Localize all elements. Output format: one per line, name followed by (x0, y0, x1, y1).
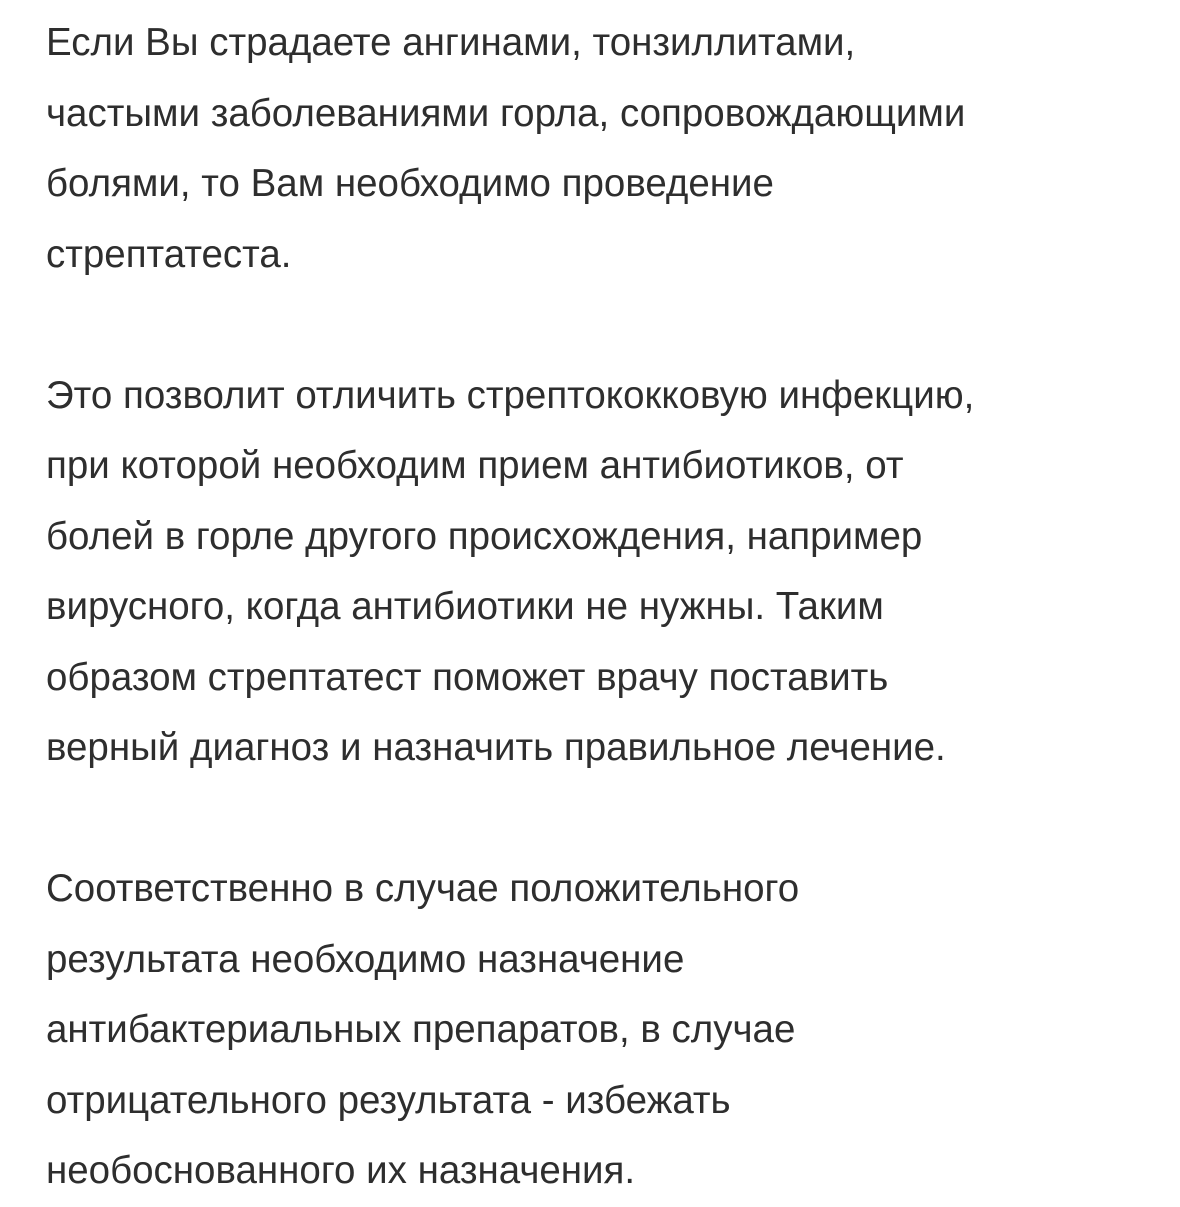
text-line: Это позволит отличить стрептококковую инфекцию, (46, 373, 975, 417)
text-line: болей в горле другого происхождения, например (46, 514, 923, 558)
paragraph-test-result-actions (46, 854, 1156, 1207)
text-line: при которой необходим прием антибиотиков, от (46, 444, 904, 487)
text-line: болями, то Вам необходимо проведение (46, 162, 774, 205)
text-line: верный диагноз и назначить правильное лечение. (46, 726, 946, 769)
paragraph-strep-test-purpose (46, 361, 1156, 784)
text-line: частыми заболеваниями горла, сопровождающими (46, 91, 966, 135)
text-line: образом стрептатест поможет врачу поставить (46, 655, 889, 699)
text-line: антибактериальных препаратов, в случае (46, 1008, 796, 1051)
text-line: отрицательного результата - избежать (46, 1078, 731, 1122)
article-body (46, 8, 1156, 1207)
text-line: Соответственно в случае положительного (46, 867, 800, 910)
text-line: стрептатеста. (46, 232, 292, 276)
text-line: необоснованного их назначения. (46, 1149, 636, 1192)
text-line: Если Вы страдаете ангинами, тонзиллитами, (46, 21, 856, 64)
text-line: вирусного, когда антибиотики не нужны. Таким (46, 585, 884, 628)
text-line: результата необходимо назначение (46, 937, 685, 981)
paragraph-strep-test-indication (46, 8, 1156, 290)
